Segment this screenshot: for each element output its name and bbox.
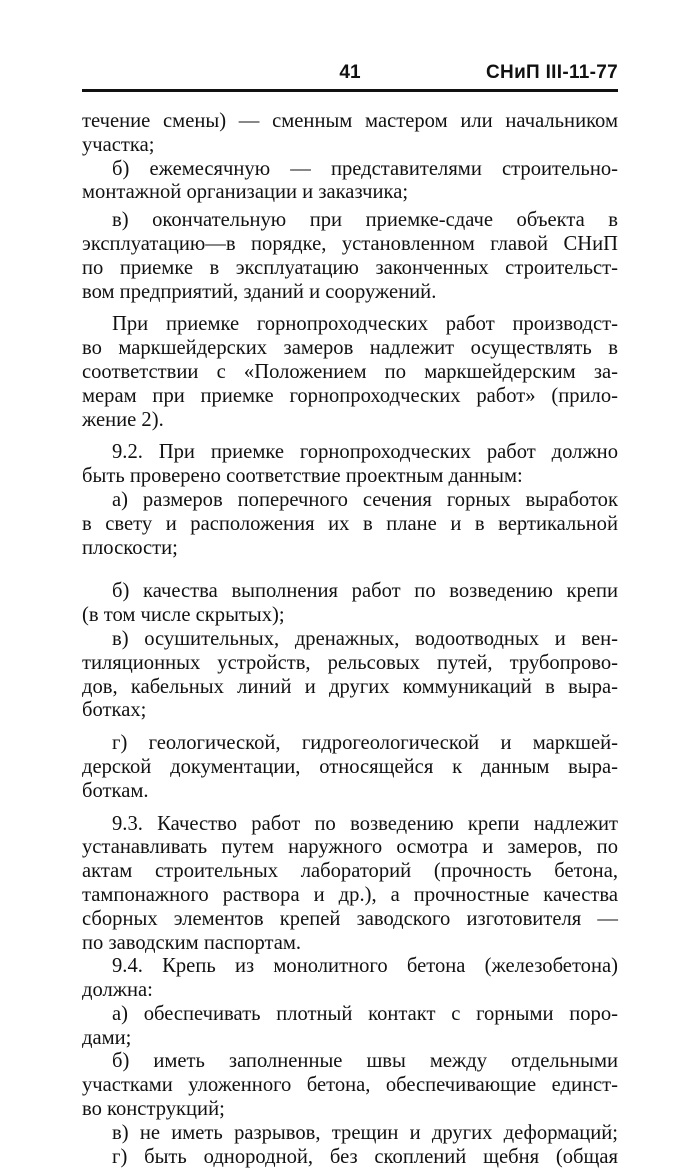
text-line: по заводским паспортам. xyxy=(82,931,302,954)
text-line: дерской документации, относящейся к данным выра- xyxy=(82,755,618,778)
text-line: участка; xyxy=(82,133,155,156)
text-line: монтажной организации и заказчика; xyxy=(82,181,409,204)
text-line: При приемке горнопроходческих работ производст- xyxy=(112,313,618,336)
text-line: быть проверено соответствие проектным данным: xyxy=(82,465,523,488)
text-line: ботках; xyxy=(82,699,147,722)
text-line: тампонажного раствора и др.), а прочностные качества xyxy=(82,883,618,906)
document-code: СНиП III-11-77 xyxy=(486,62,618,83)
text-line: (в том числе скрытых); xyxy=(82,604,285,627)
text-line: в свету и расположения их в плане и в вертикальной xyxy=(82,512,618,535)
text-line: г) быть однородной, без скоплений щебня (общая xyxy=(112,1145,618,1168)
text-line: г) геологической, гидрогеологической и маркшей- xyxy=(112,732,618,755)
text-line: боткам. xyxy=(82,779,149,802)
text-line: течение смены) — сменным мастером или начальником xyxy=(82,110,618,132)
text-line: во конструкций; xyxy=(82,1098,225,1121)
text-line: 9.3. Качество работ по возведению крепи надлежит xyxy=(112,812,618,835)
body-text xyxy=(82,110,618,1169)
text-line: в) не иметь разрывов, трещин и других деформаций; xyxy=(112,1121,618,1144)
text-line: устанавливать путем наружного осмотра и замеров, по xyxy=(82,836,618,859)
text-line: дов, кабельных линий и других коммуникаций в выра- xyxy=(82,675,618,698)
text-line: а) размеров поперечного сечения горных выработок xyxy=(112,488,618,511)
text-line: б) качества выполнения работ по возведению крепи xyxy=(112,580,618,603)
text-line: мерам при приемке горнопроходческих работ» (прило- xyxy=(82,384,618,407)
text-line: жение 2). xyxy=(82,408,164,431)
text-line: тиляционных устройств, рельсовых путей, трубопрово- xyxy=(82,651,618,674)
header-rule xyxy=(82,89,618,92)
text-line: вом предприятий, зданий и сооружений. xyxy=(82,280,437,303)
text-line: в) окончательную при приемке-сдаче объекта в xyxy=(112,209,618,232)
text-line: актам строительных лабораторий (прочность бетона, xyxy=(82,860,618,883)
text-line: соответствии с «Положением по маркшейдерским за- xyxy=(82,360,618,383)
text-line: участками уложенного бетона, обеспечивающие единст- xyxy=(82,1074,618,1097)
text-line: сборных элементов крепей заводского изготовителя — xyxy=(82,907,618,930)
page-number: 41 xyxy=(339,62,361,83)
text-line: плоскости; xyxy=(82,536,178,559)
text-line: в) осушительных, дренажных, водоотводных и вен- xyxy=(112,627,618,650)
text-line: эксплуатацию—в порядке, установленном главой СНиП xyxy=(82,232,618,255)
text-line: должна: xyxy=(82,979,153,1002)
text-line: б) иметь заполненные швы между отдельными xyxy=(112,1050,618,1073)
text-line: а) обеспечивать плотный контакт с горными поро- xyxy=(112,1002,618,1025)
text-line: 9.4. Крепь из монолитного бетона (железобетона) xyxy=(112,955,618,978)
text-line: 9.2. При приемке горнопроходческих работ должно xyxy=(112,441,618,464)
text-line: во маркшейдерских замеров надлежит осуществлять в xyxy=(82,337,618,360)
text-line: по приемке в эксплуатацию законченных строительст- xyxy=(82,256,618,279)
text-line: б) ежемесячную — представителями строительно- xyxy=(112,157,618,180)
page-header xyxy=(82,58,618,88)
text-line: дами; xyxy=(82,1026,132,1049)
